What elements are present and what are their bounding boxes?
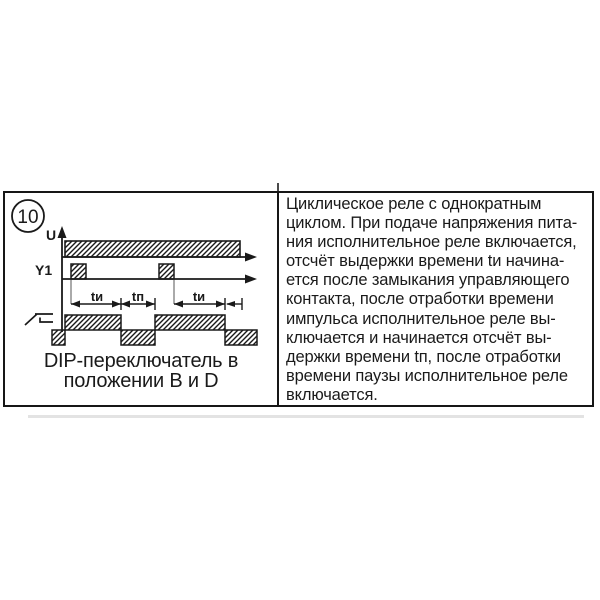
description-line: циклом. При подаче напряжения пита- (286, 214, 578, 233)
description-line: отсчёт выдержки времени tи начина- (286, 252, 565, 271)
scan-artifact-tick (277, 183, 279, 191)
description-cell (279, 193, 592, 405)
control-contact-icon (25, 314, 53, 325)
pulse-time-label-1: tи (90, 289, 104, 304)
description-line: контакта, после отработки времени (286, 290, 554, 309)
relay-on-block-2 (155, 315, 225, 330)
description-text (286, 195, 590, 405)
control-pulse-2 (159, 264, 174, 279)
description-line: времени паузы исполнительное реле (286, 366, 568, 385)
relay-off-block-2 (225, 330, 257, 345)
arrowhead (112, 301, 121, 308)
description-line: ключается и начинается отсчёт вы- (286, 328, 552, 347)
control-axis-label: Y1 (35, 262, 53, 278)
arrowhead (146, 301, 155, 308)
description-line: держки времени tп, после отработки (286, 347, 561, 366)
vertical-axis-arrowhead (58, 226, 67, 238)
description-line: Циклическое реле с однократным (286, 195, 542, 213)
control-timeline-arrowhead (245, 275, 257, 284)
relay-on-block-1 (65, 315, 121, 330)
arrowhead (226, 301, 235, 307)
relay-off-block-1 (121, 330, 155, 345)
relay-off-block-0 (52, 330, 65, 345)
timing-diagram-cell (5, 193, 279, 405)
caption-line-1: DIP-переключатель в (43, 350, 239, 372)
description-line: импульса исполнительное реле вы- (286, 309, 556, 328)
scan-artifact-shadow (28, 415, 584, 418)
arrowhead (71, 301, 80, 308)
arrowhead (121, 301, 130, 308)
caption-line-2: положении B и D (63, 370, 219, 392)
supply-timeline-arrowhead (245, 253, 257, 262)
relay-mode-row (3, 191, 594, 407)
pause-time-label: tп (131, 289, 145, 304)
diagram-caption (5, 351, 277, 391)
supply-voltage-bar (65, 241, 240, 257)
description-line: ется после замыкания управляющего (286, 271, 570, 290)
supply-axis-label: U (46, 227, 57, 243)
arrowhead (174, 301, 183, 308)
arrowhead (216, 301, 225, 308)
pulse-time-label-2: tи (192, 289, 206, 304)
description-line: включается. (286, 385, 378, 404)
description-line: ния исполнительное реле включается, (286, 233, 577, 252)
item-number: 10 (17, 207, 39, 228)
control-pulse-1 (71, 264, 86, 279)
